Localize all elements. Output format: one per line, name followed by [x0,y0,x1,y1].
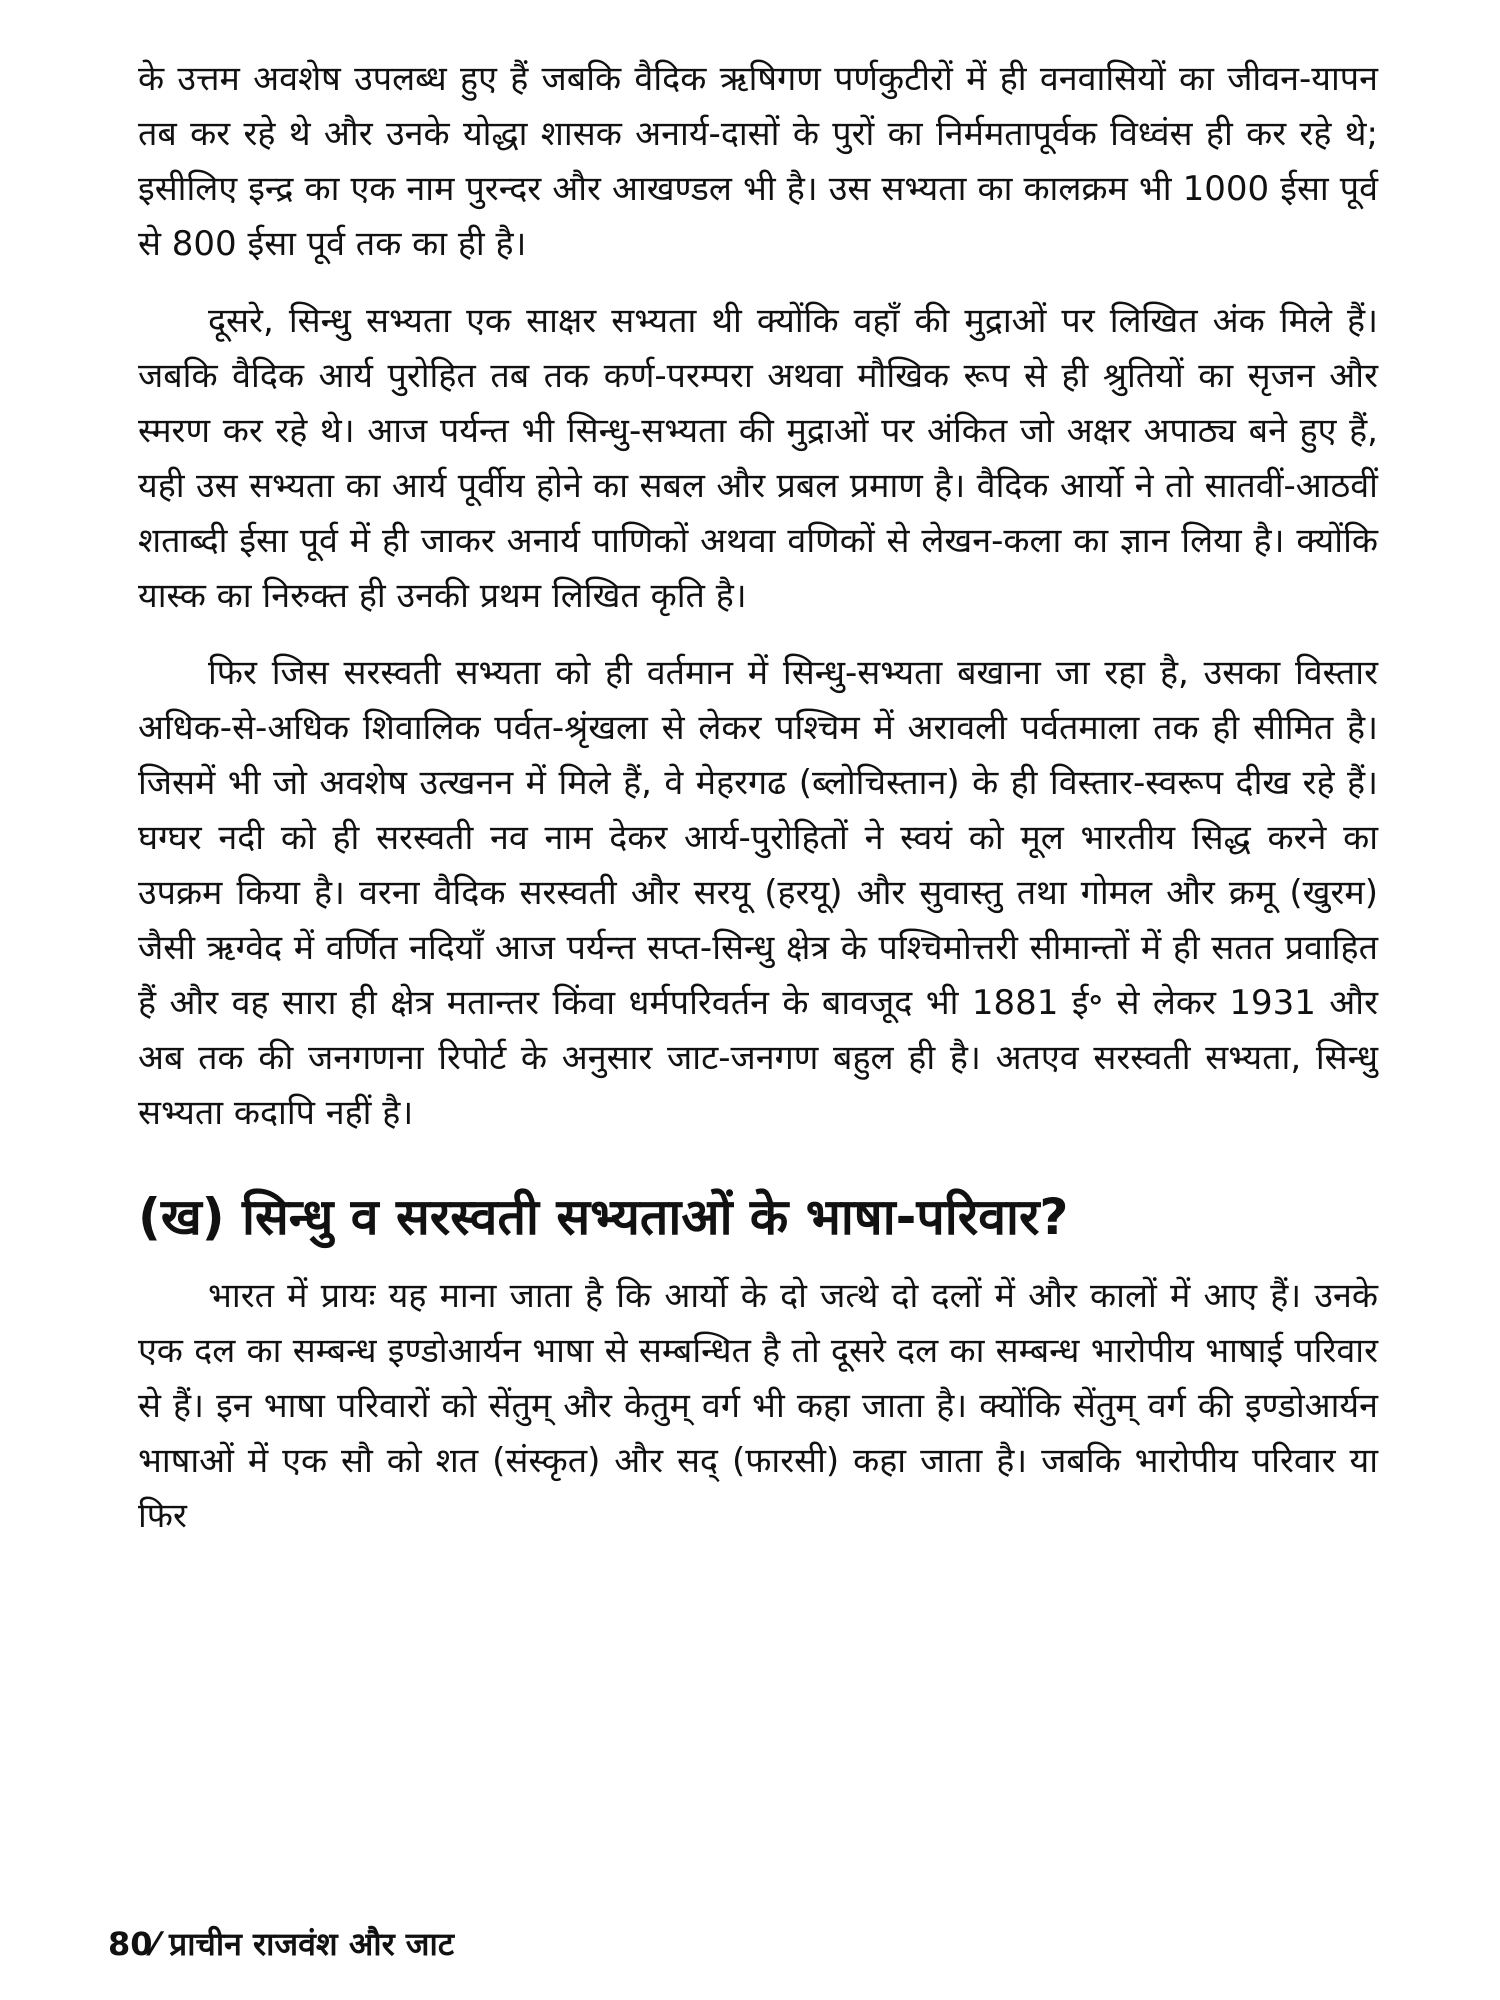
paragraph-3: फिर जिस सरस्वती सभ्यता को ही वर्तमान में सिन्धु-सभ्यता बखाना जा रहा है, उसका विस्तार अधिक-से-अधिक शिवालिक पर्वत-श्रृंखला से लेकर पश्चिम में अरावली पर्वतमाला तक ही सीमित है। जिसमें भी जो अवशेष उत्खनन में मिले हैं, वे मेहरगढ (ब्लोचिस्तान) के ही विस्तार-स्वरूप दीख रहे हैं। घग्घर नदी को ही सरस्वती नव नाम देकर आर्य-पुरोहितों ने स्वयं को मूल भारतीय सिद्ध करने का उपक्रम किया है। वरना वैदिक सरस्वती और सरयू (हरयू) और सुवास्तु तथा गोमल और क्रमू (खुरम) जैसी ऋग्वेद में वर्णित नदियाँ आज पर्यन्त सप्त-सिन्धु क्षेत्र के पश्चिमोत्तरी सीमान्तों में ही सतत प्रवाहित हैं और वह सारा ही क्षेत्र मतान्तर किंवा धर्मपरिवर्तन के बावजूद भी 1881 ई॰ से लेकर 1931 और अब तक की जनगणना रिपोर्ट के अनुसार जाट-जनगण बहुल ही है। अतएव सरस्वती सभ्यता, सिन्धु सभ्यता कदापि नहीं है। [138,653,1378,1133]
section-paragraph: भारत में प्रायः यह माना जाता है कि आर्यो के दो जत्थे दो दलों में और कालों में आए हैं। उनके एक दल का सम्बन्ध इण्डोआर्यन भाषा से सम्बन्धित है तो दूसरे दल का सम्बन्ध भारोपीय भाषाई परिवार से हैं। इन भाषा परिवारों को सेंतुम् और केतुम् वर्ग भी कहा जाता है। क्योंकि सेंतुम् वर्ग की इण्डोआर्यन भाषाओं में एक सौ को शत (संस्कृत) और सद् (फारसी) कहा जाता है। जबकि भारोपीय परिवार या फिर [138,1276,1378,1536]
page-body [138,52,1378,1544]
page-footer: 80⁄ प्राचीन राजवंश और जाट [108,1925,454,1963]
section-heading: (ख) सिन्धु व सरस्वती सभ्यताओं के भाषा-परिवार? [138,1188,1069,1246]
paragraph-1: के उत्तम अवशेष उपलब्ध हुए हैं जबकि वैदिक ऋषिगण पर्णकुटीरों में ही वनवासियों का जीवन-यापन तब कर रहे थे और उनके योद्धा शासक अनार्य-दासों के पुरों का निर्ममतापूर्वक विध्वंस ही कर रहे थे; इसीलिए इन्द्र का एक नाम पुरन्दर और आखण्डल भी है। उस सभ्यता का कालक्रम भी 1000 ईसा पूर्व से 800 ईसा पूर्व तक का ही है। [138,59,1378,264]
paragraph-2: दूसरे, सिन्धु सभ्यता एक साक्षर सभ्यता थी क्योंकि वहाँ की मुद्राओं पर लिखित अंक मिले हैं। जबकि वैदिक आर्य पुरोहित तब तक कर्ण-परम्परा अथवा मौखिक रूप से ही श्रुतियों का सृजन और स्मरण कर रहे थे। आज पर्यन्त भी सिन्धु-सभ्यता की मुद्राओं पर अंकित जो अक्षर अपाठ्य बने हुए हैं, यही उस सभ्यता का आर्य पूर्वीय होने का सबल और प्रबल प्रमाण है। वैदिक आर्यो ने तो सातवीं-आठवीं शताब्दी ईसा पूर्व में ही जाकर अनार्य पाणिकों अथवा वणिकों से लेखन-कला का ज्ञान लिया है। क्योंकि यास्क का निरुक्त ही उनकी प्रथम लिखित कृति है। [138,301,1378,616]
